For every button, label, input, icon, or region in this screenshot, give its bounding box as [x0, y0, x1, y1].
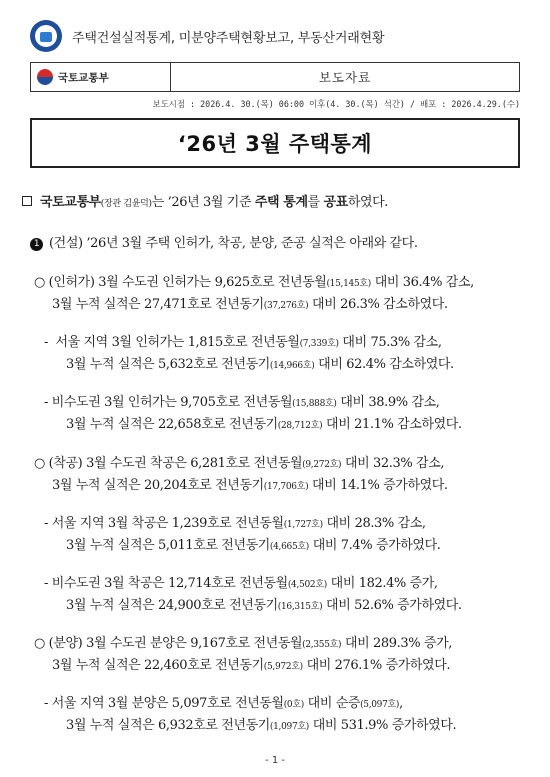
- list-item: [44, 331, 442, 350]
- item-text: 3월 누적 실적은 5,011호로 전년동기: [66, 538, 270, 553]
- title-box: [30, 118, 520, 168]
- dash-marker: -: [44, 395, 48, 410]
- dash-marker: -: [44, 696, 48, 711]
- item-change: 대비 531.9% 증가하였다.: [309, 718, 457, 733]
- item-text: 3월 누적 실적은 22,658호로 전년동기: [66, 417, 278, 432]
- embargo-line: 보도시점 : 2026.4. 30.(목) 06:00 이후(4. 30.(목) 석간) / 배포 : 2026.4.29.(수): [152, 99, 520, 109]
- item-text: 서울 지역 3월 분양은 5,097호로 전년동월: [51, 696, 284, 711]
- item-prior-value: (1,727호): [283, 520, 323, 530]
- item-prior-value: (15,145호): [326, 279, 371, 289]
- list-item: [34, 452, 444, 471]
- list-item: [66, 534, 440, 553]
- header-row: [30, 20, 384, 52]
- list-item: [44, 391, 440, 410]
- item-prior-value: (15,888호): [292, 399, 337, 409]
- item-change: 대비 21.1% 감소하였다.: [322, 417, 462, 432]
- item-prior-value: (4,502호): [287, 580, 327, 590]
- intro-paragraph: [22, 191, 388, 210]
- section-number-badge: 1: [30, 238, 43, 251]
- bullet-marker: ○: [34, 456, 45, 471]
- item-prior-value: (9,272호): [302, 460, 342, 470]
- header-publications: 주택건설실적통계, 미분양주택현황보고, 부동산거래현황: [72, 30, 385, 46]
- list-item: [52, 293, 448, 312]
- dash-marker: -: [44, 335, 48, 350]
- ministry-logo-box: [31, 63, 171, 91]
- item-prior-value: (5,972호): [263, 662, 303, 672]
- item-text: 비수도권 3월 착공은 12,714호로 전년동월: [51, 576, 288, 591]
- masthead: [30, 62, 520, 92]
- item-text: 3월 누적 실적은 6,932호로 전년동기: [66, 718, 270, 733]
- item-change: 대비 289.3% 증가,: [341, 636, 452, 651]
- intro-emph2: 공표: [323, 195, 348, 210]
- bullet-marker: ○: [34, 636, 45, 651]
- item-change: 대비 182.4% 증가,: [326, 576, 438, 591]
- intro-tail: 하였다.: [347, 195, 389, 210]
- section-1-text: (건설) ’26년 3월 주택 인허가, 착공, 분양, 준공 실적은 아래와 같다.: [49, 236, 418, 251]
- intro-minister: (장관 김윤덕): [100, 199, 152, 209]
- list-item: [34, 271, 474, 290]
- item-prior-value: (16,315호): [277, 602, 323, 612]
- ministry-name: 국토교통부: [58, 71, 109, 84]
- item-change: 대비 276.1% 증가하였다.: [302, 658, 451, 673]
- item-text: (인허가) 3월 수도권 인허가는 9,625호로 전년동월: [44, 275, 327, 290]
- item-prior-value: (1,097호): [269, 722, 310, 732]
- bullet-marker: ○: [34, 275, 45, 290]
- item-text: 3월 누적 실적은 22,460호로 전년동기: [52, 658, 264, 673]
- list-item: [66, 353, 454, 372]
- dash-marker: -: [44, 516, 48, 531]
- list-item: [66, 714, 456, 733]
- item-change: 대비 14.1% 증가하였다.: [308, 478, 448, 493]
- item-prior-value: (7,339호): [299, 339, 339, 349]
- list-item: [44, 692, 403, 711]
- item-text: 서울 지역 3월 착공은 1,239호로 전년동월: [51, 516, 284, 531]
- item-change: 대비 62.4% 감소하였다.: [314, 357, 454, 372]
- taegeuk-logo-icon: [37, 69, 53, 85]
- item-prior-value: (4,665호): [269, 542, 310, 552]
- list-item: [44, 572, 438, 591]
- list-item: [44, 512, 426, 531]
- item-prior-value: (14,966호): [269, 361, 315, 371]
- item-prior-value: (28,712호): [277, 421, 323, 431]
- item-text: 3월 누적 실적은 27,471호로 전년동기: [52, 297, 264, 312]
- list-item: [34, 632, 452, 651]
- item-change: 대비 36.4% 감소,: [370, 275, 474, 290]
- list-item: [66, 594, 462, 613]
- item-text: 비수도권 3월 인허가는 9,705호로 전년동월: [51, 395, 293, 410]
- item-change: 대비 32.3% 감소,: [341, 456, 445, 471]
- item-text: 3월 누적 실적은 5,632호로 전년동기: [66, 357, 270, 372]
- intro-after-minister: 는 ’26년 3월 기준: [151, 195, 255, 210]
- list-item: [52, 474, 448, 493]
- item-net-value: (5,097호): [360, 700, 400, 710]
- item-change: 대비 52.6% 증가하였다.: [322, 598, 462, 613]
- page-number: - 1 -: [265, 755, 285, 766]
- item-text: (분양) 3월 수도권 분양은 9,167호로 전년동월: [44, 636, 303, 651]
- release-type-label: 보도자료: [318, 70, 372, 85]
- list-item: [52, 654, 450, 673]
- item-prior-value: (17,706호): [263, 482, 309, 492]
- section-1-heading: [30, 232, 418, 251]
- list-item: [66, 413, 462, 432]
- intro-after-emph: 를: [307, 195, 324, 210]
- checkbox-square-icon: [22, 196, 32, 206]
- item-punct: ,: [399, 696, 403, 711]
- intro-lead: 국토교통부: [40, 195, 101, 210]
- dash-marker: -: [44, 576, 48, 591]
- page-title: ‘26년 3월 주택통계: [177, 132, 373, 156]
- item-text: (착공) 3월 수도권 착공은 6,281호로 전년동월: [44, 456, 303, 471]
- item-text: 3월 누적 실적은 20,204호로 전년동기: [52, 478, 264, 493]
- item-change: 대비 28.3% 감소,: [322, 516, 426, 531]
- item-change: 대비 순증: [303, 696, 361, 711]
- item-change: 대비 38.9% 감소,: [336, 395, 440, 410]
- item-prior-value: (2,355호): [302, 640, 342, 650]
- intro-emph: 주택 통계: [254, 195, 308, 210]
- item-prior-value: (0호): [283, 700, 304, 710]
- government-seal-icon: [30, 20, 62, 52]
- item-text: 서울 지역 3월 인허가는 1,815호로 전년동월: [55, 335, 300, 350]
- item-text: 3월 누적 실적은 24,900호로 전년동기: [66, 598, 278, 613]
- item-prior-value: (37,276호): [263, 301, 309, 311]
- item-change: 대비 75.3% 감소,: [338, 335, 442, 350]
- item-change: 대비 26.3% 감소하였다.: [308, 297, 448, 312]
- item-change: 대비 7.4% 증가하였다.: [309, 538, 441, 553]
